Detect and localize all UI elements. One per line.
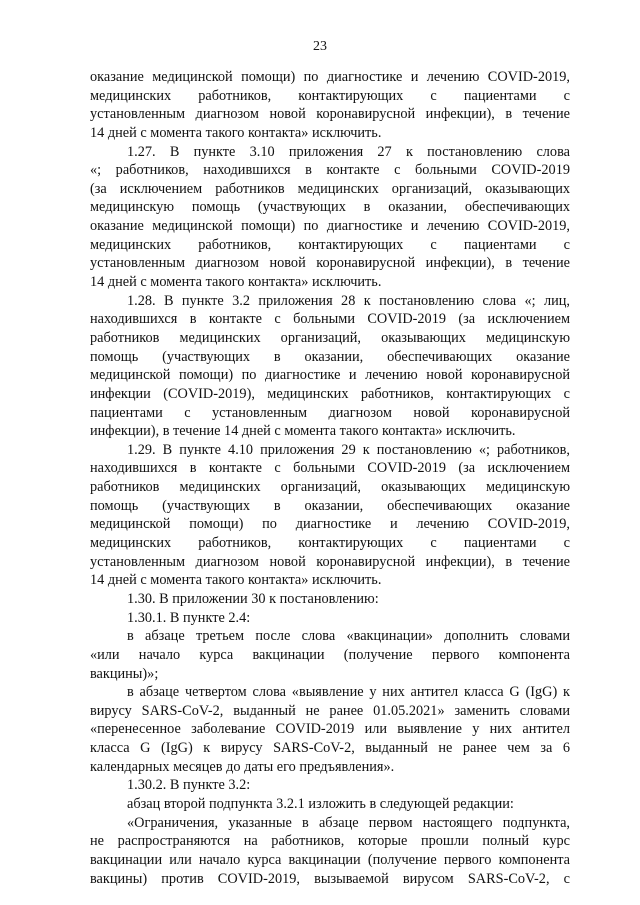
document-body [90, 68, 570, 888]
text-line: медицинских работников, контактирующих с пациентами с [90, 87, 570, 104]
text-line: работников медицинских организаций, оказывающих медицинскую [90, 329, 570, 346]
text-line: «; работников, находившихся в контакте с больными COVID-2019 [90, 162, 570, 179]
text-line: оказание медицинской помощи) по диагностике и лечению COVID-2019, [90, 69, 570, 85]
text-line: помощь (участвующих в оказании, обеспечивающих оказание [90, 497, 570, 514]
text-line: вакцины) против COVID-2019, вызываемой вирусом SARS-CoV-2, с [90, 870, 570, 887]
text-line: 1.27. В пункте 3.10 приложения 27 к постановлению слова [127, 143, 570, 160]
text-line: пациентами с установленным диагнозом новой коронавирусной [90, 404, 570, 421]
text-line: находившихся в контакте с больными COVID-2019 (за исключением [90, 460, 570, 477]
text-line: 14 дней с момента такого контакта» исключить. [90, 124, 382, 141]
text-line: инфекции (COVID-2019), медицинских работников, контактирующих с [90, 385, 570, 402]
text-line: 14 дней с момента такого контакта» исключить. [90, 274, 382, 291]
text-line: медицинских работников, контактирующих с пациентами с [90, 236, 570, 253]
text-line: 1.29. В пункте 4.10 приложения 29 к постановлению «; работников, [127, 441, 570, 458]
text-line: 1.30.2. В пункте 3.2: [127, 777, 251, 794]
text-line: в абзаце третьем после слова «вакцинации» дополнить словами [127, 628, 570, 645]
text-line: календарных месяцев до даты его предъявления». [90, 758, 395, 775]
text-line: работников медицинских организаций, оказывающих медицинскую [90, 479, 570, 496]
text-line: вакцины)»; [90, 665, 159, 682]
text-line: «перенесенное заболевание COVID-2019 или выявление у них антител [90, 721, 570, 738]
text-line: 14 дней с момента такого контакта» исключить. [90, 572, 382, 589]
text-line: установленным диагнозом новой коронавирусной инфекции), в течение [90, 106, 570, 123]
text-line: оказание медицинской помощи) по диагностике и лечению COVID-2019, [90, 218, 570, 235]
text-line: абзац второй подпункта 3.2.1 изложить в следующей редакции: [127, 795, 514, 812]
text-line: инфекции), в течение 14 дней с момента такого контакта» исключить. [90, 423, 516, 440]
text-line: медицинскую помощь (участвующих в оказании, обеспечивающих [90, 199, 570, 216]
text-line: установленным диагнозом новой коронавирусной инфекции), в течение [90, 255, 570, 272]
text-line: медицинских работников, контактирующих с пациентами с [90, 535, 570, 552]
text-line: класса G (IgG) к вирусу SARS-CoV-2, выданный не ранее чем за 6 [90, 740, 570, 757]
text-line: 1.28. В пункте 3.2 приложения 28 к постановлению слова «; лиц, [127, 292, 570, 309]
text-line: медицинской помощи) по диагностике и лечению новой коронавирусной [90, 367, 570, 384]
text-line: медицинской помощи) по диагностике и лечению COVID-2019, [90, 516, 570, 533]
page-number: 23 [313, 39, 327, 54]
text-line: в абзаце четвертом слова «выявление у них антител класса G (IgG) к [127, 684, 570, 701]
text-line: находившихся в контакте с больными COVID-2019 (за исключением [90, 311, 570, 328]
text-line: помощь (участвующих в оказании, обеспечивающих оказание [90, 348, 570, 365]
text-line: 1.30. В приложении 30 к постановлению: [127, 590, 379, 607]
text-line: не распространяются на работников, которые прошли полный курс [90, 833, 570, 850]
text-line: «Ограничения, указанные в абзаце первом настоящего подпункта, [127, 814, 570, 831]
text-line: «или начало курса вакцинации (получение первого компонента [90, 646, 570, 663]
text-line: установленным диагнозом новой коронавирусной инфекции), в течение [90, 553, 570, 570]
text-line: 1.30.1. В пункте 2.4: [127, 609, 251, 626]
text-line: вакцинации или начало курса вакцинации (получение первого компонента [90, 851, 570, 868]
text-line: (за исключением работников медицинских организаций, оказывающих [90, 180, 570, 197]
text-line: вирусу SARS-CoV-2, выданный не ранее 01.05.2021» заменить словами [90, 702, 570, 719]
